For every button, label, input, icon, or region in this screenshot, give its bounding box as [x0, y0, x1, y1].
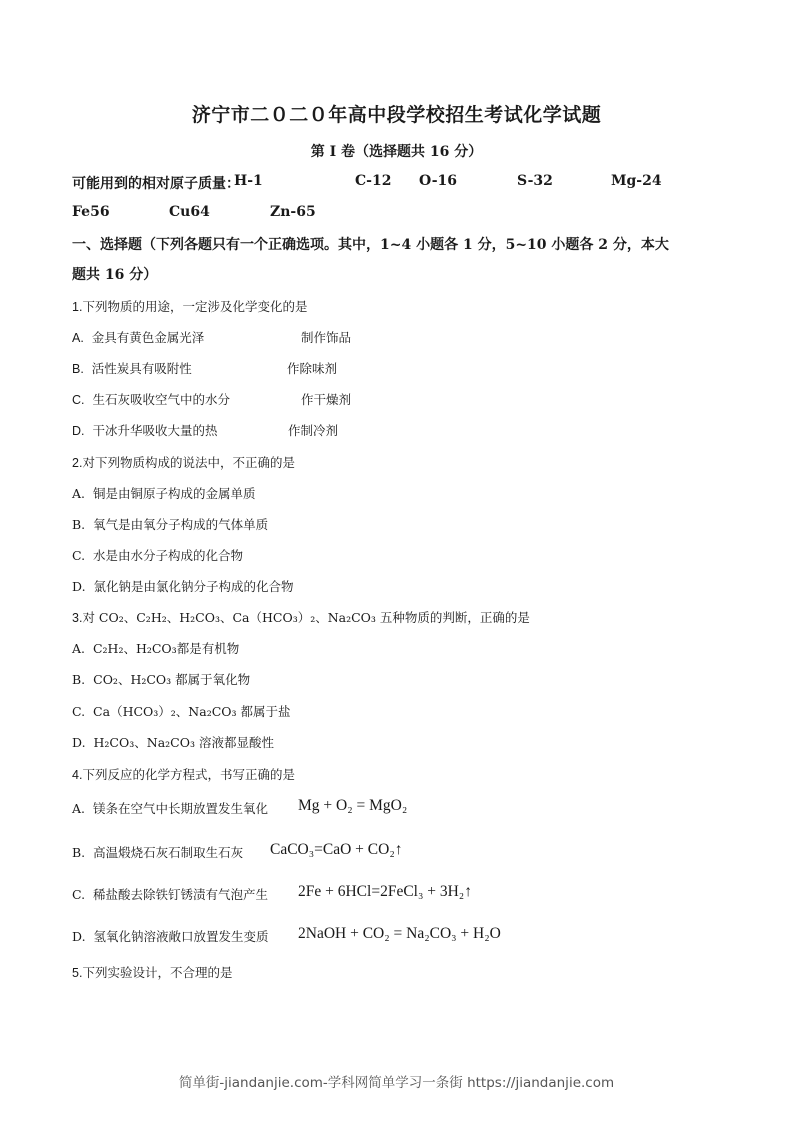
- page-title: 济宁市二０二０年高中段学校招生考试化学试题: [191, 104, 602, 126]
- atomic-mass-mg: Mg-24: [611, 173, 662, 189]
- section-heading-line2: 题共 16 分）: [72, 267, 158, 283]
- atomic-mass-fe: Fe56: [72, 204, 110, 220]
- atomic-masses-label: 可能用到的相对原子质量：: [72, 176, 240, 192]
- section-heading-line1: 一、选择题（下列各题只有一个正确选项。其中，1~4 小题各 1 分，5~10 小题各 2 分，本大: [72, 237, 669, 253]
- question-4-option-a: A. 镁条在空气中长期放置发生氧化: [72, 801, 268, 816]
- question-4-stem: 4.下列反应的化学方程式，书写正确的是: [72, 767, 295, 782]
- question-3-option-d: D. H₂CO₃、Na₂CO₃ 溶液都显酸性: [72, 735, 274, 750]
- atomic-mass-s: S-32: [517, 173, 553, 189]
- question-4-option-a-equation: Mg + O₂ = MgO₂: [298, 797, 408, 814]
- question-1-option-a: A. 金具有黄色金属光泽: [72, 330, 205, 345]
- atomic-mass-cu: Cu64: [169, 204, 210, 220]
- question-2-option-c: C. 水是由水分子构成的化合物: [72, 548, 244, 563]
- question-3-option-b: B. CO₂、H₂CO₃ 都属于氧化物: [72, 672, 251, 687]
- question-1-option-d-use: 作制冷剂: [288, 423, 339, 438]
- atomic-mass-c: C-12: [355, 173, 392, 189]
- question-1-option-b: B. 活性炭具有吸附性: [72, 361, 192, 376]
- question-1-option-a-use: 制作饰品: [301, 330, 352, 345]
- atomic-mass-zn: Zn-65: [270, 204, 316, 220]
- question-4-option-b-equation: CaCO₃=CaO + CO₂↑: [270, 841, 403, 858]
- question-4-option-b: B. 高温煅烧石灰石制取生石灰: [72, 845, 244, 860]
- question-1-option-c-use: 作干燥剂: [301, 392, 352, 407]
- question-2-option-b: B. 氧气是由氧分子构成的气体单质: [72, 517, 269, 532]
- atomic-mass-h: H-1: [234, 173, 263, 189]
- footer-watermark: 简单街-jiandanjie.com-学科网简单学习一条街 https://jiandanjie.com: [178, 1075, 615, 1091]
- question-4-option-c-equation: 2Fe + 6HCl=2FeCl₃ + 3H₂↑: [298, 883, 472, 900]
- atomic-mass-o: O-16: [419, 173, 458, 189]
- question-2-stem: 2.对下列物质构成的说法中，不正确的是: [72, 455, 295, 470]
- question-1-option-b-use: 作除味剂: [287, 361, 338, 376]
- question-4-option-d: D. 氢氧化钠溶液敞口放置发生变质: [72, 929, 269, 944]
- section-subtitle: 第 I 卷（选择题共 16 分）: [310, 144, 483, 160]
- question-3-stem: 3.对 CO₂、C₂H₂、H₂CO₃、Ca（HCO₃）₂、Na₂CO₃ 五种物质的判断，正确的是: [72, 610, 530, 625]
- question-1-option-d: D. 干冰升华吸收大量的热: [72, 423, 218, 438]
- question-1-stem: 1.下列物质的用途，一定涉及化学变化的是: [72, 299, 308, 314]
- question-3-option-a: A. C₂H₂、H₂CO₃都是有机物: [72, 641, 240, 656]
- question-4-option-d-equation: 2NaOH + CO₂ = Na₂CO₃ + H₂O: [298, 925, 501, 942]
- question-2-option-d: D. 氯化钠是由氯化钠分子构成的化合物: [72, 579, 294, 594]
- question-number: 1.: [72, 300, 83, 314]
- question-4-option-c: C. 稀盐酸去除铁钉锈渍有气泡产生: [72, 887, 269, 902]
- question-3-option-c: C. Ca（HCO₃）₂、Na₂CO₃ 都属于盐: [72, 704, 291, 719]
- question-2-option-a: A. 铜是由铜原子构成的金属单质: [72, 486, 256, 501]
- question-5-stem: 5.下列实验设计，不合理的是: [72, 965, 233, 980]
- question-1-option-c: C. 生石灰吸收空气中的水分: [72, 392, 230, 407]
